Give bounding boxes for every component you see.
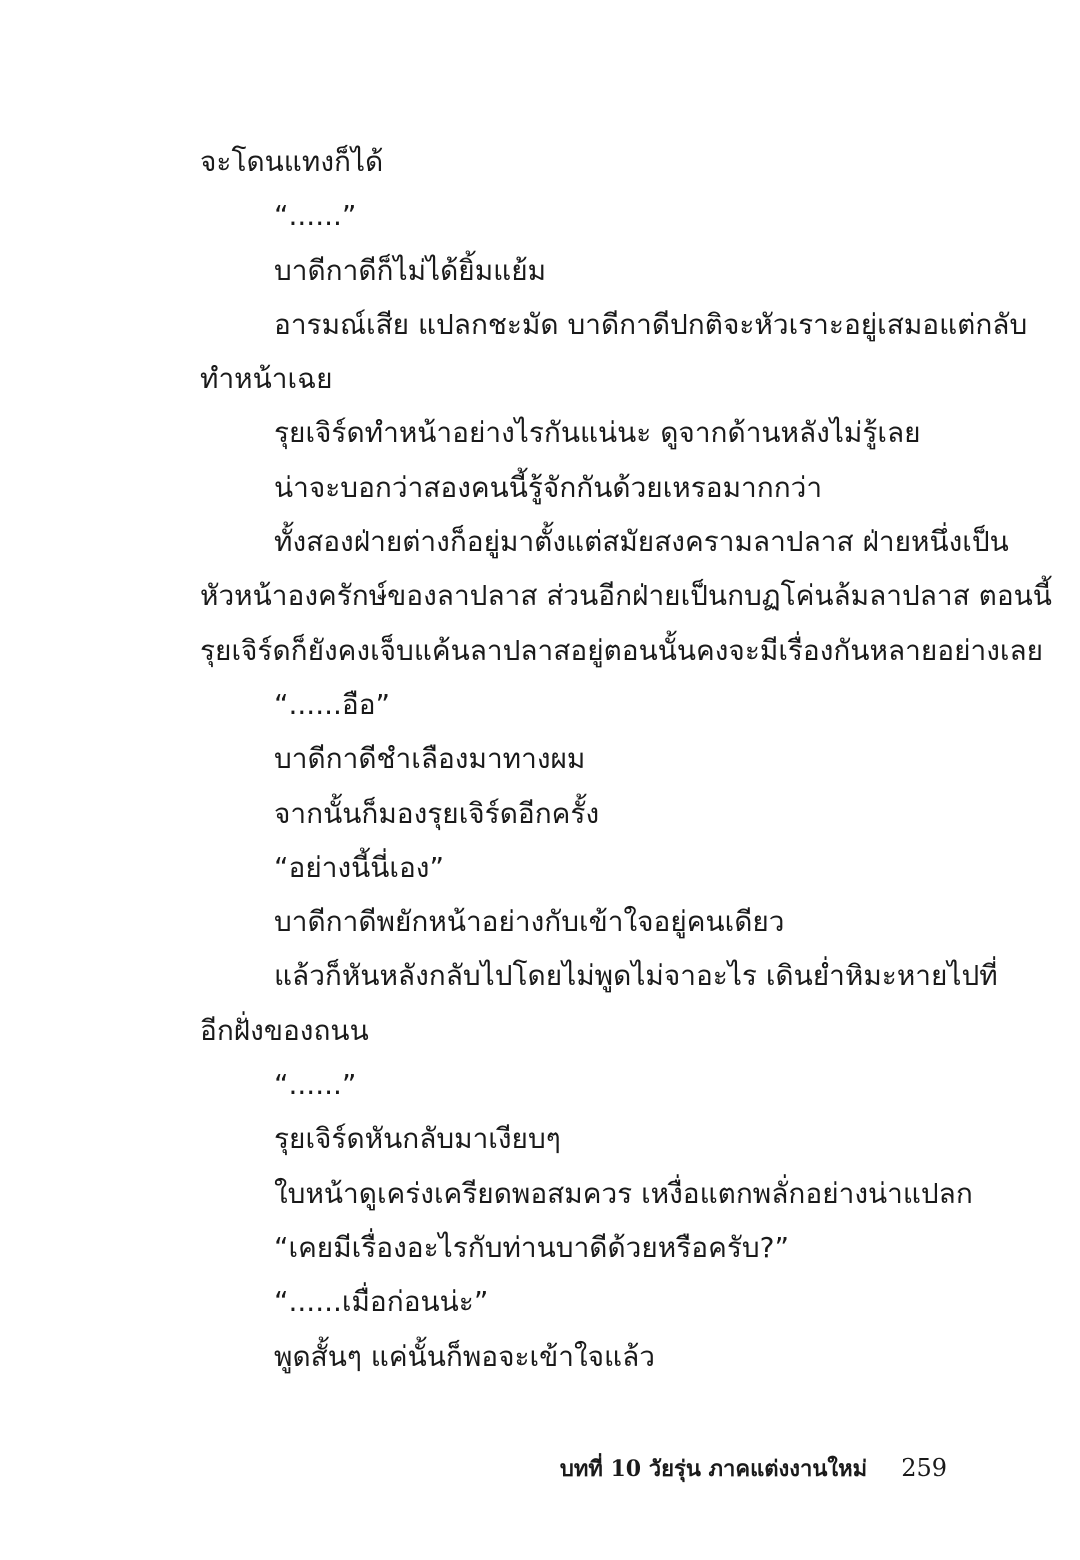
text-line: แล้วก็หันหลังกลับไปโดยไม่พูดไม่จาอะไร เดินย่ำหิมะหายไปที่: [274, 959, 998, 993]
text-line: “......อือ”: [274, 687, 391, 721]
text-line: อีกฝั่งของถนน: [200, 1013, 369, 1047]
text-line: “อย่างนี้นี่เอง”: [274, 850, 444, 884]
text-line: บาดีกาดีพยักหน้าอย่างกับเข้าใจอยู่คนเดียว: [274, 905, 785, 939]
text-line: ทำหน้าเฉย: [200, 362, 333, 396]
text-line: น่าจะบอกว่าสองคนนี้รู้จักกันด้วยเหรอมากกว่า: [274, 470, 823, 504]
text-line: “......เมื่อก่อนน่ะ”: [274, 1285, 489, 1319]
page-number: 259: [901, 1454, 947, 1482]
chapter-title: บทที่ 10 วัยรุ่น ภาคแต่งงานใหม่: [559, 1456, 868, 1482]
text-line: ทั้งสองฝ่ายต่างก็อยู่มาตั้งแต่สมัยสงครามลาปลาส ฝ่ายหนึ่งเป็น: [274, 525, 1009, 559]
text-line: “เคยมีเรื่องอะไรกับท่านบาดีด้วยหรือครับ?”: [274, 1230, 790, 1264]
text-line: ใบหน้าดูเคร่งเครียดพอสมควร เหงื่อแตกพลั่กอย่างน่าแปลก: [274, 1176, 973, 1210]
text-line: อารมณ์เสีย แปลกชะมัด บาดีกาดีปกติจะหัวเราะอยู่เสมอแต่กลับ: [274, 307, 1028, 341]
text-line: บาดีกาดีก็ไม่ได้ยิ้มแย้ม: [274, 253, 547, 287]
body-text: [200, 135, 1052, 1384]
text-line: รุยเจิร์ดหันกลับมาเงียบๆ: [274, 1122, 561, 1156]
text-line: บาดีกาดีชำเลืองมาทางผม: [274, 742, 586, 776]
text-line: รุยเจิร์ดก็ยังคงเจ็บแค้นลาปลาสอยู่ตอนนั้นคงจะมีเรื่องกันหลายอย่างเลย: [200, 633, 1044, 667]
running-footer: [560, 1448, 947, 1488]
text-line: จากนั้นก็มองรุยเจิร์ดอีกครั้ง: [274, 796, 600, 830]
text-line: รุยเจิร์ดทำหน้าอย่างไรกันแน่นะ ดูจากด้านหลังไม่รู้เลย: [274, 416, 921, 450]
text-line: หัวหน้าองครักษ์ของลาปลาส ส่วนอีกฝ่ายเป็นกบฏโค่นล้มลาปลาส ตอนนี้: [200, 579, 1052, 613]
text-line: พูดสั้นๆ แค่นั้นก็พอจะเข้าใจแล้ว: [274, 1339, 655, 1373]
text-line: “......”: [274, 1068, 357, 1102]
text-line: “......”: [274, 199, 357, 233]
text-line: จะโดนแทงก็ได้: [200, 145, 384, 178]
